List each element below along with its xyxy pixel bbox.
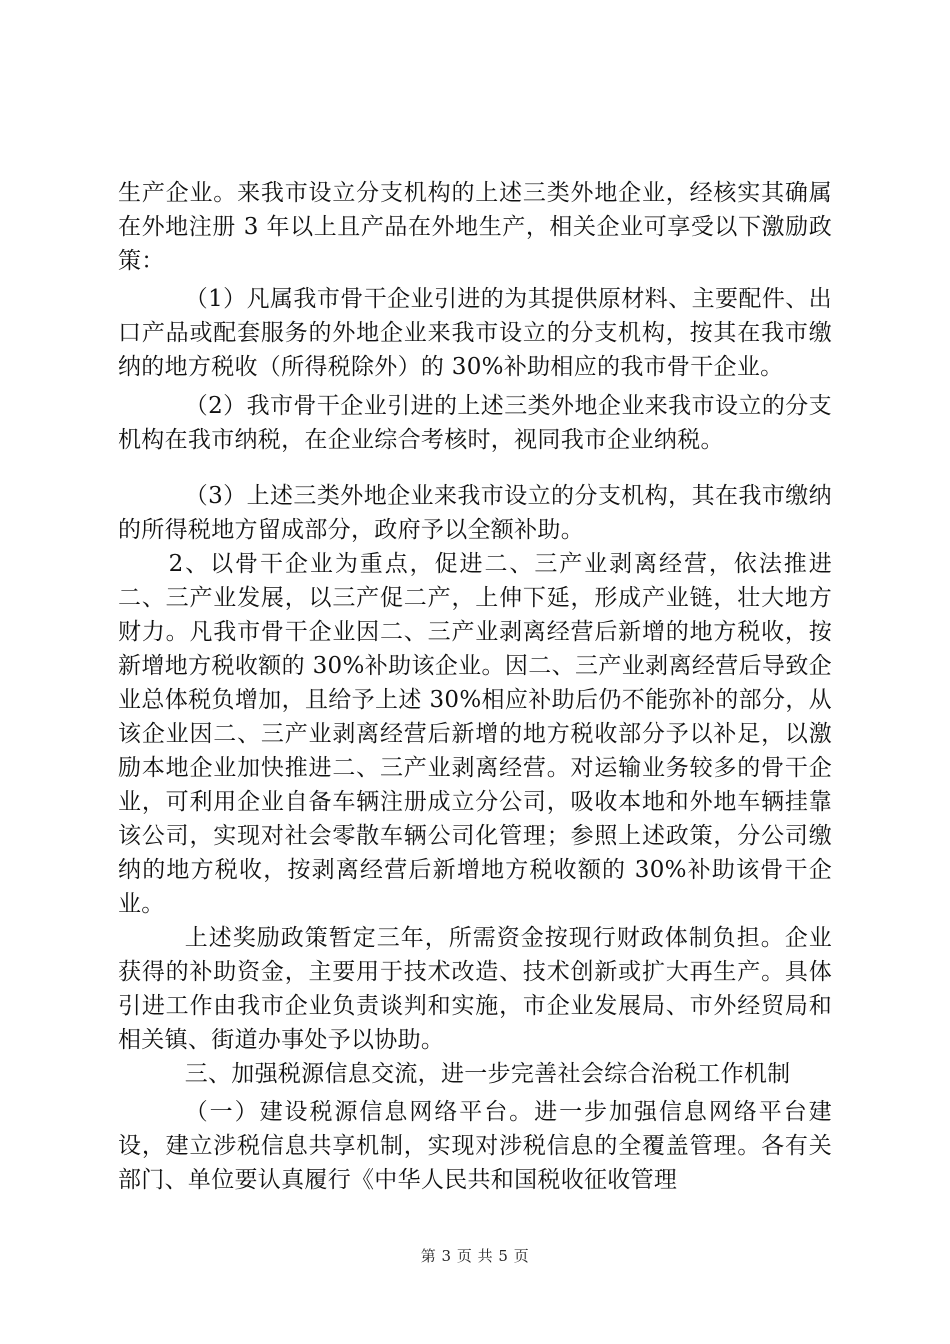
- paragraph-item-3: （3）上述三类外地企业来我市设立的分支机构，其在我市缴纳的所得税地方留成部分，政府予以全额补助。: [118, 483, 832, 543]
- paragraph-section-2: 2、以骨干企业为重点，促进二、三产业剥离经营，依法推进二、三产业发展，以三产促二产，上伸下延，形成产业链，壮大地方财力。凡我市骨干企业因二、三产业剥离经营后新增的地方税收，按新增地方税收额的 30%补助该企业。因二、三产业剥离经营后导致企业总体税负增加，且给予上述 30%相应补助后仍不能弥补的部分，从该企业因二、三产业剥离经营后新增的地方税收部分予以补足，以激励本地企业加快推进二、三产业剥离经营。对运输业务较多的骨干企业，可利用企业自备车辆注册成立分公司，吸收本地和外地车辆挂靠该公司，实现对社会零散车辆公司化管理；参照上述政策，分公司缴纳的地方税收，按剥离经营后新增地方税收额的 30%补助该骨干企业。: [118, 551, 832, 917]
- paragraph-item-2: （2）我市骨干企业引进的上述三类外地企业来我市设立的分支机构在我市纳税，在企业综合考核时，视同我市企业纳税。: [118, 393, 832, 453]
- paragraph-item-1: （1）凡属我市骨干企业引进的为其提供原材料、主要配件、出口产品或配套服务的外地企业来我市设立的分支机构，按其在我市缴纳的地方税收（所得税除外）的 30%补助相应的我市骨干企业。: [118, 286, 832, 380]
- paragraph-intro: 生产企业。来我市设立分支机构的上述三类外地企业，经核实其确属在外地注册 3 年以上且产品在外地生产，相关企业可享受以下激励政策：: [118, 180, 832, 274]
- section-heading-3: 三、加强税源信息交流，进一步完善社会综合治税工作机制: [184, 1061, 791, 1087]
- page-footer: 第 3 页 共 5 页: [420, 1247, 530, 1265]
- paragraph-policy-duration: 上述奖励政策暂定三年，所需资金按现行财政体制负担。企业获得的补助资金，主要用于技术改造、技术创新或扩大再生产。具体引进工作由我市企业负责谈判和实施，市企业发展局、市外经贸局和相关镇、街道办事处予以协助。: [118, 925, 832, 1053]
- paragraph-subsection-1: （一）建设税源信息网络平台。进一步加强信息网络平台建设，建立涉税信息共享机制，实现对涉税信息的全覆盖管理。各有关部门、单位要认真履行《中华人民共和国税收征收管理: [118, 1099, 832, 1193]
- document-body: [118, 176, 832, 1197]
